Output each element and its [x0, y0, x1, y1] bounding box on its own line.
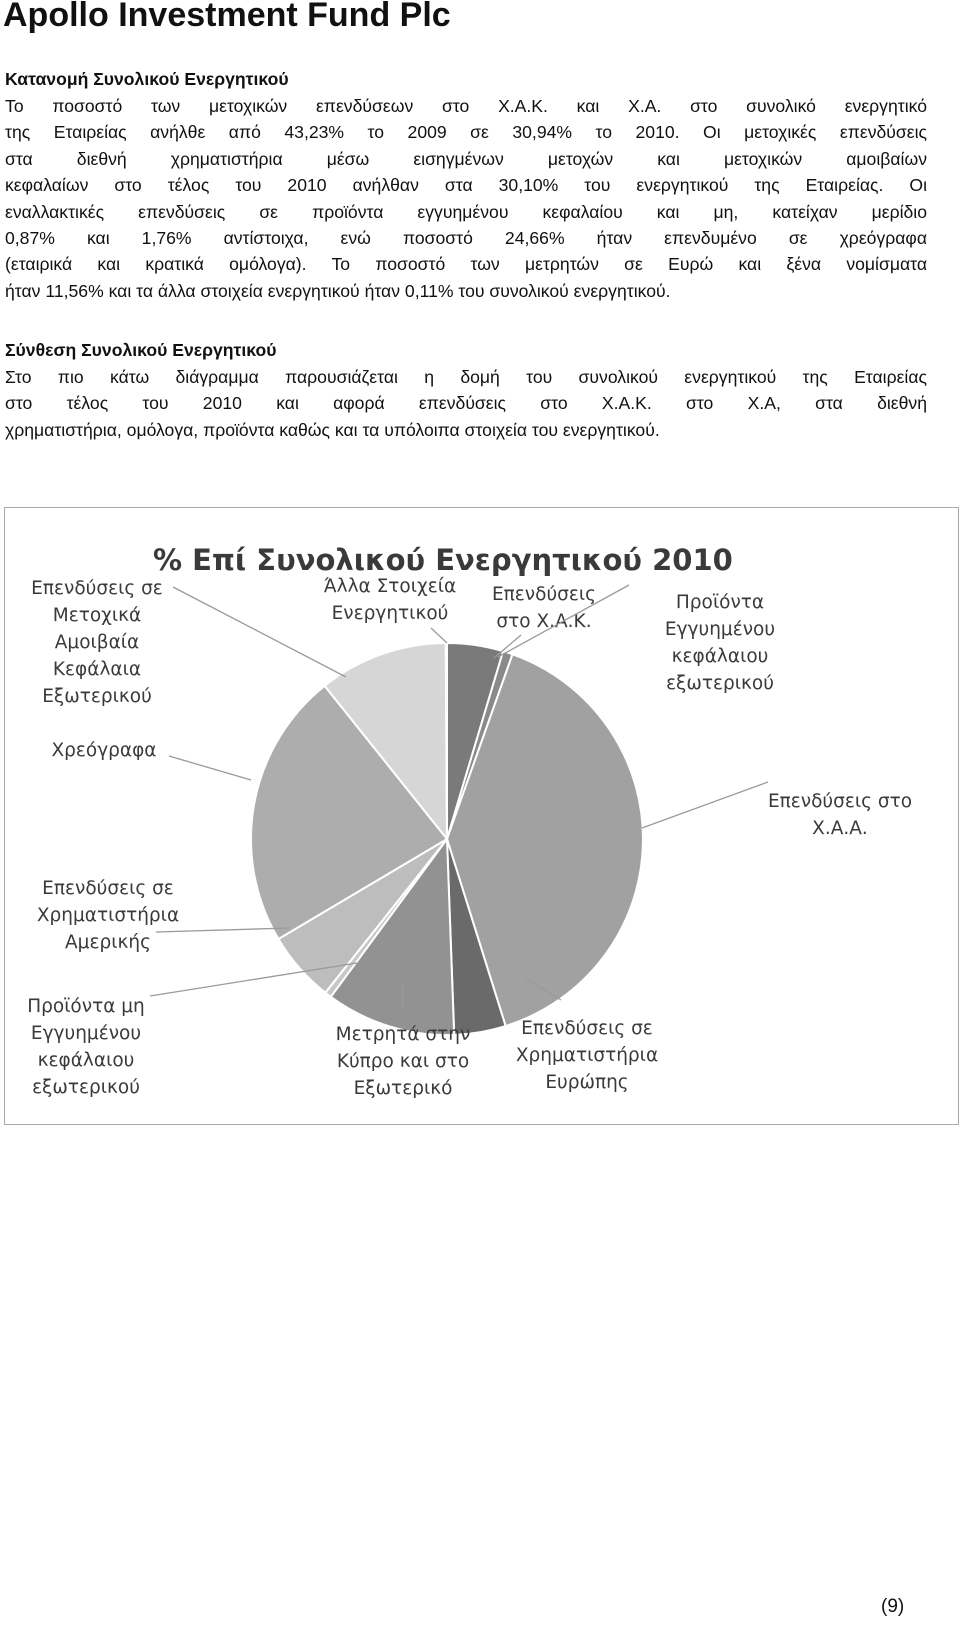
pie-chart	[4, 507, 959, 1125]
slice-label-line: Χρηματιστήρια	[36, 905, 180, 926]
slice-label-line: στο Χ.Α.Κ.	[496, 611, 592, 632]
paragraph-line: 0,87% και 1,76% αντίστοιχα, ενώ ποσοστό 24,66% ήταν επενδυμένο σε χρεόγραφα	[5, 228, 927, 249]
slice-label-line: Εξωτερικού	[42, 686, 152, 707]
paragraph-line: στα διεθνή χρηματιστήρια μέσω εισηγμένων μετοχών και μετοχικών αμοιβαίων	[5, 148, 927, 169]
slice-label-line: Επενδύσεις	[491, 584, 597, 605]
slice-label-line: Χρεόγραφα	[51, 740, 157, 761]
slice-label-line: Επενδύσεις σε	[42, 878, 174, 899]
slice-label-line: Μετοχικά	[52, 605, 142, 626]
paragraph-line: ήταν 11,56% και τα άλλα στοιχεία ενεργητικού ήταν 0,11% του συνολικού ενεργητικού.	[5, 280, 671, 301]
slice-label	[51, 740, 156, 761]
slice-label	[37, 878, 179, 953]
slice-label-line: Αμοιβαία	[54, 632, 140, 653]
slice-label	[27, 996, 145, 1098]
slice-label-line: Προϊόντα μη	[27, 996, 145, 1017]
paragraph-line: Στο πιο κάτω διάγραμμα παρουσιάζεται η δομή του συνολικού ενεργητικού της Εταιρείας	[5, 367, 927, 387]
slice-label	[516, 1018, 658, 1093]
slice-label-line: Εγγυημένου	[664, 619, 776, 640]
paragraph-line: (εταιρικά και κρατικά ομόλογα). Το ποσοστό των μετρητών σε Ευρώ και ξένα νομίσματα	[5, 254, 927, 275]
slice-label-line: Επενδύσεις σε	[521, 1018, 653, 1039]
slice-label-line: κεφάλαιου	[671, 646, 769, 667]
slice-label	[492, 584, 596, 632]
pie-slice	[446, 643, 447, 839]
slice-label-line: Κεφάλαια	[52, 659, 142, 680]
section-heading-asset-allocation: Κατανομή Συνολικού Ενεργητικού	[5, 69, 289, 89]
paragraph-asset-composition	[5, 364, 927, 443]
slice-label-line: εξωτερικού	[32, 1077, 140, 1098]
chart-title: % Επί Συνολικού Ενεργητικού 2010	[153, 543, 733, 577]
slice-label	[324, 576, 456, 624]
slice-label-line: κεφάλαιου	[37, 1050, 135, 1071]
slice-label-line: Εγγυημένου	[30, 1023, 142, 1044]
leader-line	[169, 756, 251, 780]
slice-label-line: Επενδύσεις στο	[767, 791, 913, 812]
leader-line	[156, 928, 290, 932]
paragraph-line: εναλλακτικές επενδύσεις σε προϊόντα εγγυημένου κεφαλαίου και μη, κατείχαν μερίδιο	[5, 201, 927, 222]
section-heading-asset-composition: Σύνθεση Συνολικού Ενεργητικού	[5, 340, 277, 360]
document-title: Apollo Investment Fund Plc	[3, 0, 451, 34]
leader-line	[173, 587, 346, 677]
paragraph-line: χρηματιστήρια, ομόλογα, προϊόντα καθώς και τα υπόλοιπα στοιχεία του ενεργητικού.	[5, 419, 660, 440]
pie-chart-canvas	[5, 508, 960, 1126]
slice-label-line: εξωτερικού	[666, 673, 774, 694]
leader-line	[642, 782, 768, 828]
slice-label	[336, 1024, 471, 1099]
slice-label-line: Μετρητά στην	[335, 1024, 471, 1045]
slice-label-line: Αμερικής	[65, 932, 151, 953]
slice-label	[768, 791, 912, 839]
paragraph-line: Το ποσοστό των μετοχικών επενδύσεων στο Χ.Α.Κ. και Χ.Α. στο συνολικό ενεργητικό	[5, 96, 927, 116]
slice-label	[31, 578, 163, 707]
paragraph-asset-allocation	[5, 93, 927, 304]
slice-label-line: Κύπρο και στο	[336, 1051, 470, 1072]
slice-label-line: Χ.Α.Α.	[812, 818, 868, 839]
slice-label-line: Άλλα Στοιχεία	[323, 576, 457, 597]
slice-label-line: Ενεργητικού	[331, 603, 449, 624]
paragraph-line: στο τέλος του 2010 και αφορά επενδύσεις στο Χ.Α.Κ. στο Χ.Α, στα διεθνή	[5, 393, 927, 414]
slice-label-line: Εξωτερικό	[353, 1078, 453, 1099]
page-number: (9)	[881, 1596, 905, 1617]
slice-label-line: Προϊόντα	[675, 592, 765, 613]
slice-label-line: Ευρώπης	[545, 1072, 629, 1093]
slice-label	[665, 592, 775, 694]
paragraph-line: της Εταιρείας ανήλθε από 43,23% το 2009 σε 30,94% το 2010. Οι μετοχικές επενδύσεις	[5, 122, 927, 143]
paragraph-line: κεφαλαίων στο τέλος του 2010 ανήλθαν στα 30,10% του ενεργητικού της Εταιρείας. Οι	[5, 175, 927, 196]
pie-slices	[251, 643, 643, 1035]
slice-label-line: Επενδύσεις σε	[31, 578, 163, 599]
leader-line	[431, 628, 447, 643]
slice-label-line: Χρηματιστήρια	[515, 1045, 659, 1066]
